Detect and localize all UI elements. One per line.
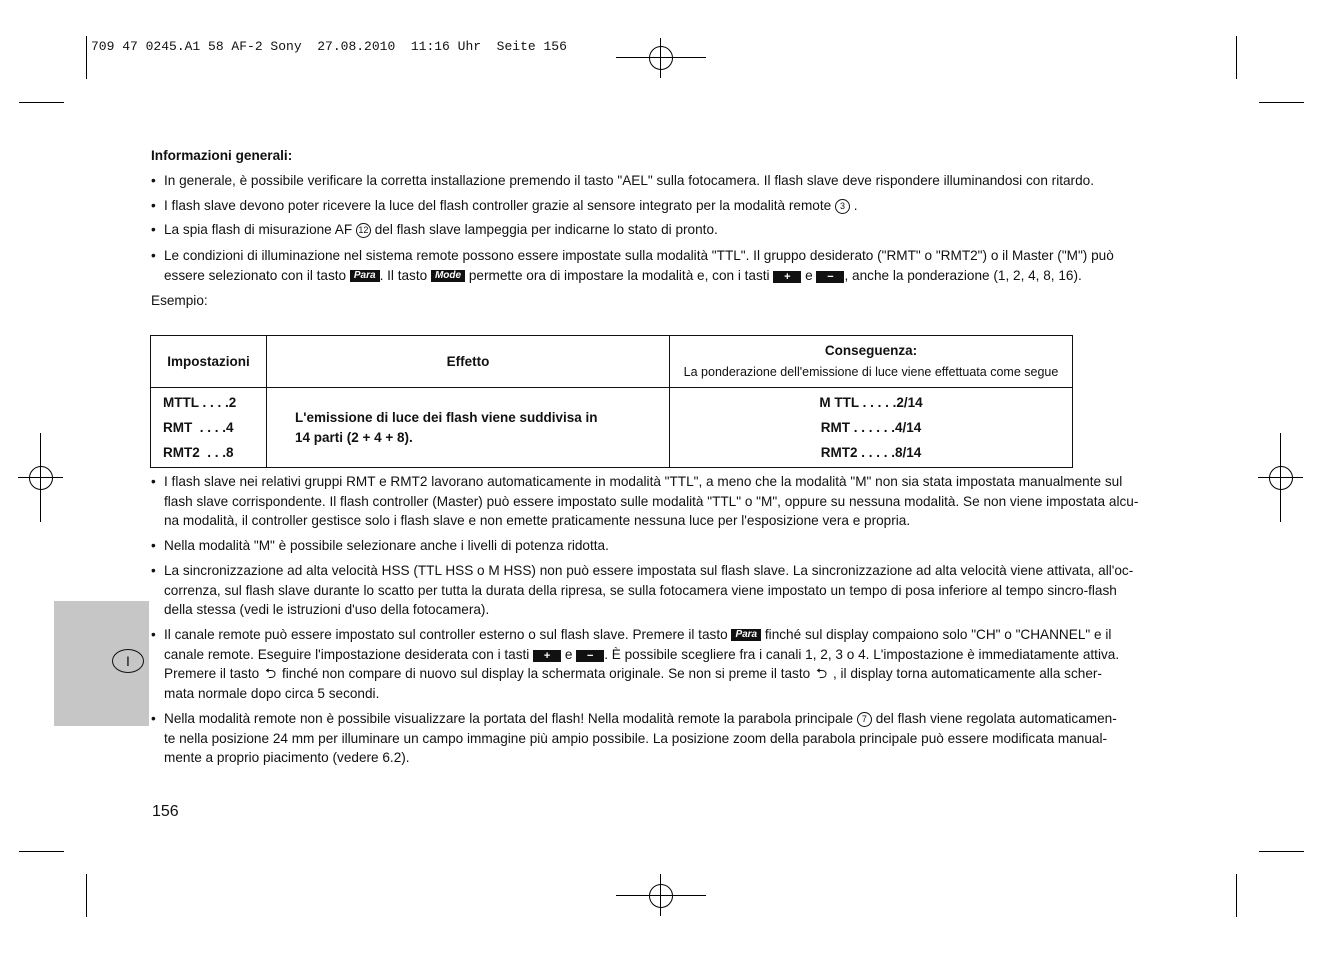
bullet-item: • La sincronizzazione ad alta velocità HSS (TTL HSS o M HSS) non può essere impostata sul flash slave. La sincronizzazione ad alta velocità viene attivata, all'oc- correnza, sul flash slave durante lo scatto per tutta la durata della ripresa, se sulla fotocamera viene impostato un tempo di posa inferiore al tempo sincro-flash della stessa (vedi le istruzioni d'uso della fotocamera). xyxy=(151,563,1134,618)
bullet-item: • Il canale remote può essere impostato sul controller esterno o sul flash slave. Premere il tasto Para finché sul display compaiono solo "CH" o "CHANNEL" e il canale remote. Eseguire l'impostazione desiderata con i tasti + e − . È possibile scegliere fra i canali 1, 2, 3 o 4. L'impostazione è immediatamente attiva. Premere il tasto ⮌ finché non compare di nuovo sul display la schermata originale. Se non si preme il tasto ⮌ , il display torna automaticamente alla scher- mata normale dopo circa 5 secondi. xyxy=(151,627,1120,701)
return-arrow-icon: ⮌ xyxy=(264,665,277,682)
crop-mark xyxy=(86,874,87,917)
settings-cell: MTTL . . . .2 RMT . . . .4 RMT2 . . .8 xyxy=(151,388,267,468)
return-arrow-icon: ⮌ xyxy=(815,665,828,682)
section-title: Informazioni generali: xyxy=(151,148,293,163)
mode-key-icon: Mode xyxy=(431,270,465,282)
reference-number: 7 xyxy=(857,712,872,727)
bullet-item: • Nella modalità "M" è possibile selezionare anche i livelli di potenza ridotta. xyxy=(151,538,609,553)
page-number: 156 xyxy=(152,803,179,820)
effect-cell: L'emissione di luce dei flash viene suddivisa in 14 parti (2 + 4 + 8). xyxy=(267,388,670,468)
plus-key-icon: + xyxy=(773,271,801,283)
bullet-item: • I flash slave devono poter ricevere la luce del flash controller grazie al sensore integrato per la modalità remote 3 . xyxy=(151,198,858,213)
plus-key-icon: + xyxy=(533,650,561,662)
bullet-item: • Nella modalità remote non è possibile visualizzare la portata del flash! Nella modalità remote la parabola principale 7 del flash viene regolata automaticamen- te nella posizione 24 mm per illuminare un campo immagine più ampio possibile. La posizione zoom della parabola principale può essere modificata manual- mente a proprio piacimento (vedere 6.2). xyxy=(151,711,1117,766)
para-key-icon: Para xyxy=(731,629,761,641)
crop-mark xyxy=(1236,36,1237,79)
reference-number: 12 xyxy=(356,223,371,238)
crop-mark xyxy=(1259,851,1304,852)
crop-mark xyxy=(1259,102,1304,103)
header-result: Conseguenza: La ponderazione dell'emissione di luce viene effettuata come segue xyxy=(670,336,1073,388)
result-cell: M TTL . . . . .2/14 RMT . . . . . .4/14 RMT2 . . . . .8/14 xyxy=(670,388,1073,468)
print-header: 709 47 0245.A1 58 AF-2 Sony 27.08.2010 11:16 Uhr Seite 156 xyxy=(91,39,567,54)
language-tab xyxy=(54,601,149,726)
minus-key-icon: − xyxy=(576,650,604,662)
reference-number: 3 xyxy=(835,199,850,214)
crop-mark xyxy=(1236,874,1237,917)
header-settings: Impostazioni xyxy=(151,336,267,388)
crop-mark xyxy=(86,36,87,79)
header-effect: Effetto xyxy=(267,336,670,388)
bullet-item: • In generale, è possibile verificare la corretta installazione premendo il tasto "AEL" sulla fotocamera. Il flash slave deve rispondere illuminandosi con ritardo. xyxy=(151,173,1094,188)
para-key-icon: Para xyxy=(350,270,380,282)
language-tab-label: I xyxy=(112,649,144,673)
bullet-item: • I flash slave nei relativi gruppi RMT e RMT2 lavorano automaticamente in modalità "TTL", a meno che la modalità "M" non sia stata impostata manualmente sul flash slave corrispondente. Il flash controller (Master) può essere impostato sulle modalità "TTL" o "M", oppure su nessuna modalità. Se non viene impostata alcu- na modalità, il controller gestisce solo i flash slave e non emette praticamente nessuna luce per l'esposizione vera e propria. xyxy=(151,474,1139,529)
minus-key-icon: − xyxy=(816,271,844,283)
crop-mark xyxy=(19,851,64,852)
settings-table xyxy=(150,335,1073,468)
bullet-item: • La spia flash di misurazione AF 12 del flash slave lampeggia per indicarne lo stato di pronto. xyxy=(151,222,718,237)
crop-mark xyxy=(19,102,64,103)
bullet-item: • Le condizioni di illuminazione nel sistema remote possono essere impostate sulla modalità "TTL". Il gruppo desiderato ("RMT" o "RMT2") o il Master ("M") può essere selezionato con il tasto Para . Il tasto Mode permette ora di impostare la modalità e, con i tasti + e − , anche la ponderazione (1, 2, 4, 8, 16). xyxy=(151,248,1114,283)
example-label: Esempio: xyxy=(151,293,208,308)
